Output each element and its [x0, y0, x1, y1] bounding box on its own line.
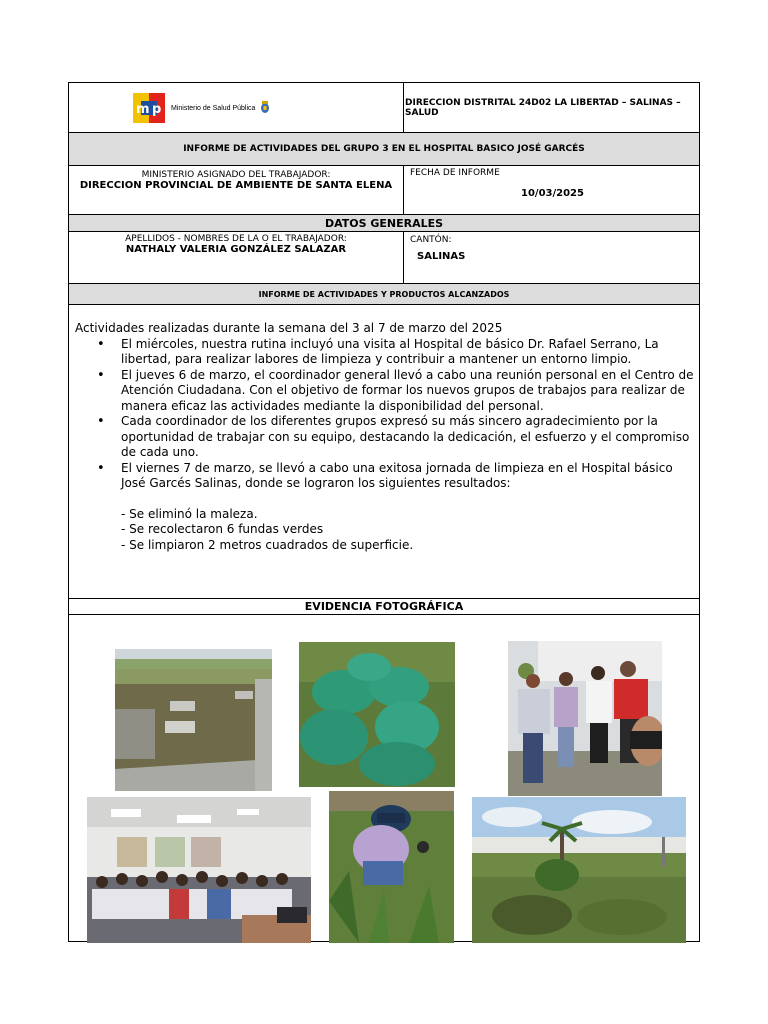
svg-text:p: p — [152, 102, 162, 117]
worker-value: NATHALY VALERIA GONZÁLEZ SALAZAR — [125, 244, 347, 255]
activity-item: • Cada coordinador de los diferentes grupos expresó su más sincero agradecimiento por la oportunidad de trabajar con su equipo, destacando la dedicación, el esfuerzo y el compromiso de cada uno. — [121, 414, 695, 461]
results-list — [75, 507, 695, 554]
worker-canton-row — [69, 232, 699, 284]
activity-item: • El miércoles, nuestra rutina incluyó una visita al Hospital de básico Dr. Rafael Serrano, La libertad, para realizar labores de limpieza y contribuir a mantener un entorno limpio. — [121, 337, 695, 368]
ministry-label: MINISTERIO ASIGNADO DEL TRABAJADOR: — [141, 170, 331, 180]
report-title: INFORME DE ACTIVIDADES DEL GRUPO 3 EN EL HOSPITAL BASICO JOSÉ GARCÉS — [69, 133, 699, 166]
activities-section-title: INFORME DE ACTIVIDADES Y PRODUCTOS ALCANZADOS — [69, 284, 699, 305]
result-item: - Se eliminó la maleza. — [121, 506, 258, 521]
activities-list — [75, 337, 695, 492]
canton-value: SALINAS — [417, 251, 466, 262]
worker-label: APELLIDOS - NOMBRES DE LA O EL TRABAJADOR: — [125, 234, 347, 244]
activity-item: • El viernes 7 de marzo, se llevó a cabo una exitosa jornada de limpieza en el Hospital básico José Garcés Salinas, donde se lograron los siguientes resultados: — [121, 461, 695, 492]
header-row — [69, 83, 699, 133]
photo-green-bags — [299, 642, 455, 787]
evidence-photos — [69, 615, 699, 942]
report-form — [68, 82, 700, 942]
ministry-value: DIRECCION PROVINCIAL DE AMBIENTE DE SANTA ELENA — [79, 180, 393, 191]
ministry-logo-text: Ministerio de Salud Pública — [171, 104, 256, 112]
photo-team-group — [508, 641, 662, 796]
photo-field-palm — [472, 797, 686, 943]
result-item: - Se limpiaron 2 metros cuadrados de superficie. — [121, 537, 414, 552]
evidence-title: EVIDENCIA FOTOGRÁFICA — [69, 599, 699, 615]
report-date-value: 10/03/2025 — [521, 188, 584, 199]
ministry-logo-mark — [133, 91, 167, 125]
district-direction: DIRECCION DISTRITAL 24D02 LA LIBERTAD – SALINAS – SALUD — [405, 97, 681, 118]
ministry-logo — [133, 91, 273, 125]
general-data-title: DATOS GENERALES — [69, 215, 699, 232]
activities-intro: Actividades realizadas durante la semana del 3 al 7 de marzo del 2025 — [75, 321, 503, 335]
report-date-label: FECHA DE INFORME — [410, 168, 500, 178]
photo-cleared-yard — [115, 649, 272, 791]
activity-item: • El jueves 6 de marzo, el coordinador general llevó a cabo una reunión personal en el Centro de Atención Ciudadana. Con el objetivo de formar los nuevos grupos de trabajos para realizar de manera eficaz las actividades mediante la disponibilidad del personal. — [121, 368, 695, 415]
photo-meeting-room — [87, 797, 311, 943]
activities-body — [69, 305, 699, 599]
ministry-date-row — [69, 166, 699, 215]
result-item: - Se recolectaron 6 fundas verdes — [121, 522, 324, 536]
ecuador-coat-of-arms-icon — [259, 99, 271, 118]
svg-text:m: m — [136, 102, 150, 117]
canton-label: CANTÓN: — [410, 235, 452, 245]
photo-weeding — [329, 791, 454, 943]
